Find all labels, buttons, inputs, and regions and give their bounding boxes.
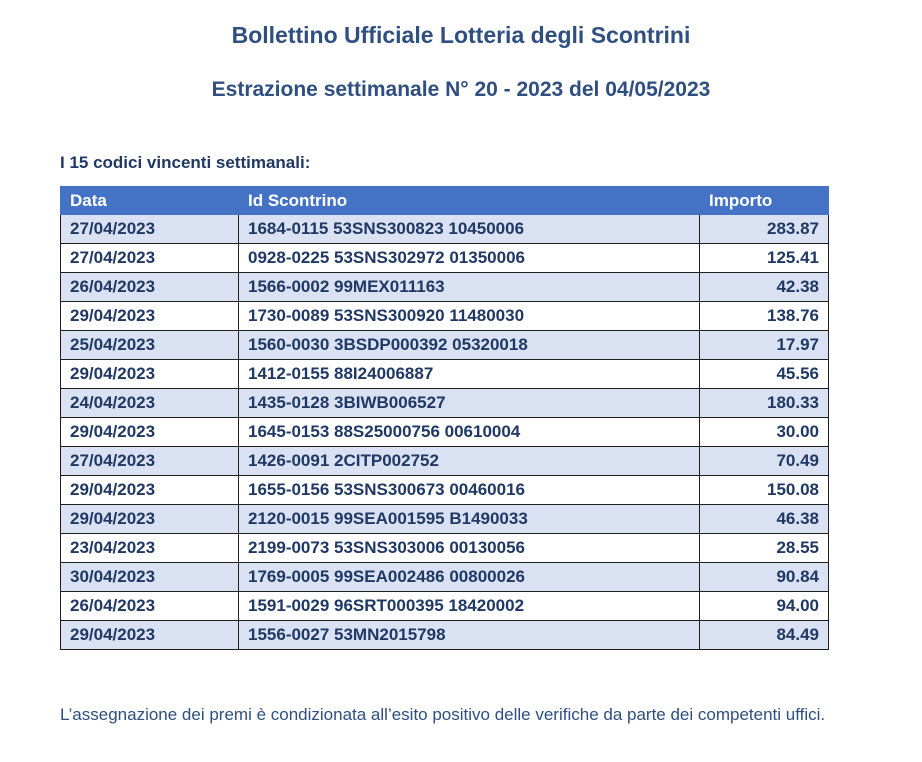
- cell-receipt-id: 1645-0153 88S25000756 00610004: [239, 418, 700, 447]
- cell-receipt-id: 1655-0156 53SNS300673 00460016: [239, 476, 700, 505]
- cell-receipt-id: 1591-0029 96SRT000395 18420002: [239, 592, 700, 621]
- cell-date: 25/04/2023: [61, 331, 239, 360]
- column-header-receipt-id: Id Scontrino: [239, 187, 700, 215]
- cell-receipt-id: 1435-0128 3BIWB006527: [239, 389, 700, 418]
- cell-date: 27/04/2023: [61, 447, 239, 476]
- cell-receipt-id: 1426-0091 2CITP002752: [239, 447, 700, 476]
- bulletin-title: Bollettino Ufficiale Lotteria degli Scontrini: [231, 22, 691, 48]
- column-header-amount: Importo: [700, 187, 829, 215]
- cell-date: 27/04/2023: [61, 244, 239, 273]
- table-row: [61, 563, 829, 592]
- cell-receipt-id: 1730-0089 53SNS300920 11480030: [239, 302, 700, 331]
- cell-amount: 84.49: [700, 621, 829, 650]
- cell-receipt-id: 1412-0155 88I24006887: [239, 360, 700, 389]
- cell-date: 29/04/2023: [61, 302, 239, 331]
- cell-date: 30/04/2023: [61, 563, 239, 592]
- cell-amount: 17.97: [700, 331, 829, 360]
- table-row: [61, 215, 829, 244]
- cell-amount: 125.41: [700, 244, 829, 273]
- cell-amount: 46.38: [700, 505, 829, 534]
- table-row: [61, 534, 829, 563]
- cell-amount: 42.38: [700, 273, 829, 302]
- cell-date: 29/04/2023: [61, 505, 239, 534]
- cell-date: 24/04/2023: [61, 389, 239, 418]
- table-header-row: [61, 187, 829, 215]
- cell-amount: 94.00: [700, 592, 829, 621]
- table-row: [61, 505, 829, 534]
- table-row: [61, 418, 829, 447]
- cell-date: 29/04/2023: [61, 621, 239, 650]
- table-row: [61, 244, 829, 273]
- cell-amount: 70.49: [700, 447, 829, 476]
- cell-date: 29/04/2023: [61, 360, 239, 389]
- cell-receipt-id: 2199-0073 53SNS303006 00130056: [239, 534, 700, 563]
- cell-receipt-id: 1566-0002 99MEX011163: [239, 273, 700, 302]
- table-row: [61, 621, 829, 650]
- cell-receipt-id: 1684-0115 53SNS300823 10450006: [239, 215, 700, 244]
- cell-amount: 283.87: [700, 215, 829, 244]
- footer-note: L’assegnazione dei premi è condizionata all’esito positivo delle verifiche da parte dei competenti uffici.: [60, 705, 826, 724]
- section-label: I 15 codici vincenti settimanali:: [60, 153, 311, 172]
- cell-date: 29/04/2023: [61, 476, 239, 505]
- table-row: [61, 273, 829, 302]
- cell-amount: 90.84: [700, 563, 829, 592]
- cell-amount: 138.76: [700, 302, 829, 331]
- table-row: [61, 302, 829, 331]
- winning-codes-table: [60, 186, 829, 650]
- table-row: [61, 592, 829, 621]
- cell-receipt-id: 1560-0030 3BSDP000392 05320018: [239, 331, 700, 360]
- cell-date: 26/04/2023: [61, 273, 239, 302]
- column-header-date: Data: [61, 187, 239, 215]
- cell-amount: 150.08: [700, 476, 829, 505]
- table-row: [61, 447, 829, 476]
- draw-subtitle: Estrazione settimanale N° 20 - 2023 del 04/05/2023: [211, 78, 711, 101]
- cell-date: 23/04/2023: [61, 534, 239, 563]
- cell-amount: 30.00: [700, 418, 829, 447]
- cell-date: 26/04/2023: [61, 592, 239, 621]
- cell-receipt-id: 1769-0005 99SEA002486 00800026: [239, 563, 700, 592]
- cell-amount: 180.33: [700, 389, 829, 418]
- cell-date: 29/04/2023: [61, 418, 239, 447]
- table-row: [61, 360, 829, 389]
- cell-amount: 28.55: [700, 534, 829, 563]
- table-row: [61, 331, 829, 360]
- cell-date: 27/04/2023: [61, 215, 239, 244]
- table-row: [61, 389, 829, 418]
- cell-receipt-id: 2120-0015 99SEA001595 B1490033: [239, 505, 700, 534]
- cell-receipt-id: 0928-0225 53SNS302972 01350006: [239, 244, 700, 273]
- table-row: [61, 476, 829, 505]
- cell-amount: 45.56: [700, 360, 829, 389]
- cell-receipt-id: 1556-0027 53MN2015798: [239, 621, 700, 650]
